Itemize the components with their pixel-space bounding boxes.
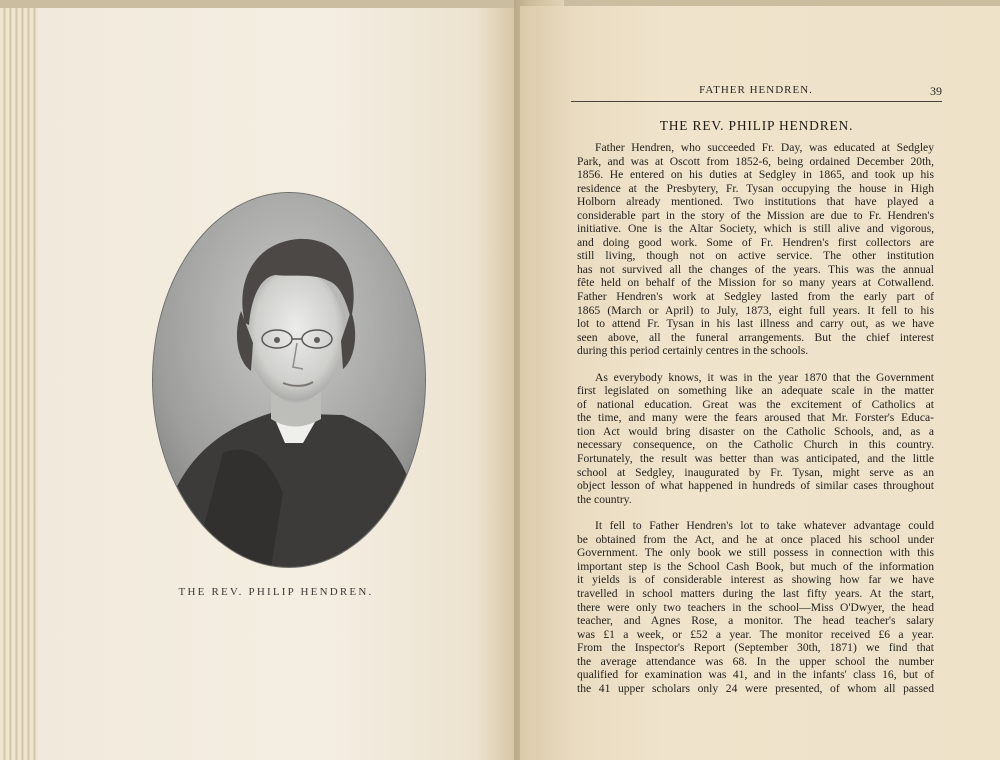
page-edges [0, 8, 40, 760]
text-line: of national education. Great was the excitement of Catholics at [577, 397, 934, 411]
text-line: necessary consequence, on the Catholic Church in this country. [577, 438, 934, 452]
body-text [577, 141, 934, 708]
running-head: FATHER HENDREN. [699, 84, 813, 96]
text-line: has not survived all the changes of the years. This was the annual [577, 262, 934, 276]
text-line: and doing good work. Some of Fr. Hendren's first collectors are [577, 235, 934, 249]
page-number: 39 [930, 84, 942, 98]
text-line: Father Hendren's work at Sedgley lasted from the early part of [577, 290, 934, 304]
text-line: object lesson of what happened in hundreds of similar cases throughout [577, 479, 934, 493]
text-line: 1856. He entered on his duties at Sedgley in 1865, and took up his [577, 168, 934, 182]
text-line: teacher, and Agnes Rose, a monitor. The head teacher's salary [577, 614, 934, 628]
text-line: tion Act would bring disaster on the Catholic Schools, and, as a [577, 424, 934, 438]
article-title: THE REV. PHILIP HENDREN. [659, 118, 854, 133]
text-line: during this period certainly centres in the schools. [577, 344, 809, 358]
text-line: From the Inspector's Report (September 30th, 1871) we find that [577, 641, 934, 655]
text-line: the average attendance was 68. In the upper school the number [577, 654, 934, 668]
text-line: it yields is of considerable interest as showing how far we have [577, 573, 934, 587]
text-line: As everybody knows, it was in the year 1870 that the Government [595, 370, 934, 384]
text-line: first legislated on something like an adequate scale in the matter [577, 384, 934, 398]
text-line: Government. The only book we still possess in connection with this [577, 546, 934, 560]
text-line: Holborn already mentioned. Two institutions that have played a [577, 195, 934, 209]
paragraph-1 [577, 141, 934, 358]
text-line: was £1 a week, or £52 a year. The monitor received £6 a year. [577, 627, 934, 641]
text-line: Fortunately, the result was better than was anticipated, and the little [577, 452, 934, 466]
text-line: travelled in school matters during the last fifty years. At the start, [577, 586, 934, 600]
text-line: It fell to Father Hendren's lot to take whatever advantage could [595, 519, 934, 533]
text-line: considerable part in the story of the Mission are due to Fr. Hendren's [577, 208, 934, 222]
text-line: still living, though not on active service. The other institution [577, 249, 934, 263]
text-line: the 41 upper scholars only 24 were presented, of whom all passed [577, 681, 934, 695]
text-line: lot to attend Fr. Tysan in his last illness and carry out, as we have [577, 317, 934, 331]
text-line: 1865 (March or April) to July, 1873, eight full years. It fell to his [577, 303, 934, 317]
portrait-caption: THE REV. PHILIP HENDREN. [178, 586, 374, 598]
text-line: the country. [577, 492, 632, 506]
text-line: Park, and was at Oscott from 1852-6, being ordained December 20th, [577, 154, 934, 168]
text-line: Father Hendren, who succeeded Fr. Day, was educated at Sedgley [595, 141, 934, 154]
portrait-photograph [152, 192, 426, 568]
paragraph-3 [577, 519, 934, 695]
text-line: important step is the School Cash Book, but much of the information [577, 559, 934, 573]
paragraph-2 [577, 371, 934, 506]
text-line: the time, and many were the fears aroused that Mr. Forster's Educa- [577, 411, 934, 425]
text-line: residence at the Presbytery, Fr. Tysan occupying the house in High [577, 181, 934, 195]
text-line: qualified for examination was 41, and in the infants' class 16, but of [577, 668, 934, 682]
text-line: there were only two teachers in the school—Miss O'Dwyer, the head [577, 600, 934, 614]
text-line: seen above, all the funeral arrangements. But the chief interest [577, 330, 934, 344]
text-line: be obtained from the Act, and he at once placed his school under [577, 532, 934, 546]
text-line: fête held on behalf of the Mission for so many years at Cotwallend. [577, 276, 934, 290]
text-line: initiative. One is the Altar Society, which is still alive and vigorous, [577, 222, 934, 236]
text-line: school at Sedgley, inaugurated by Fr. Tysan, might serve as an [577, 465, 934, 479]
header-rule [571, 101, 942, 102]
